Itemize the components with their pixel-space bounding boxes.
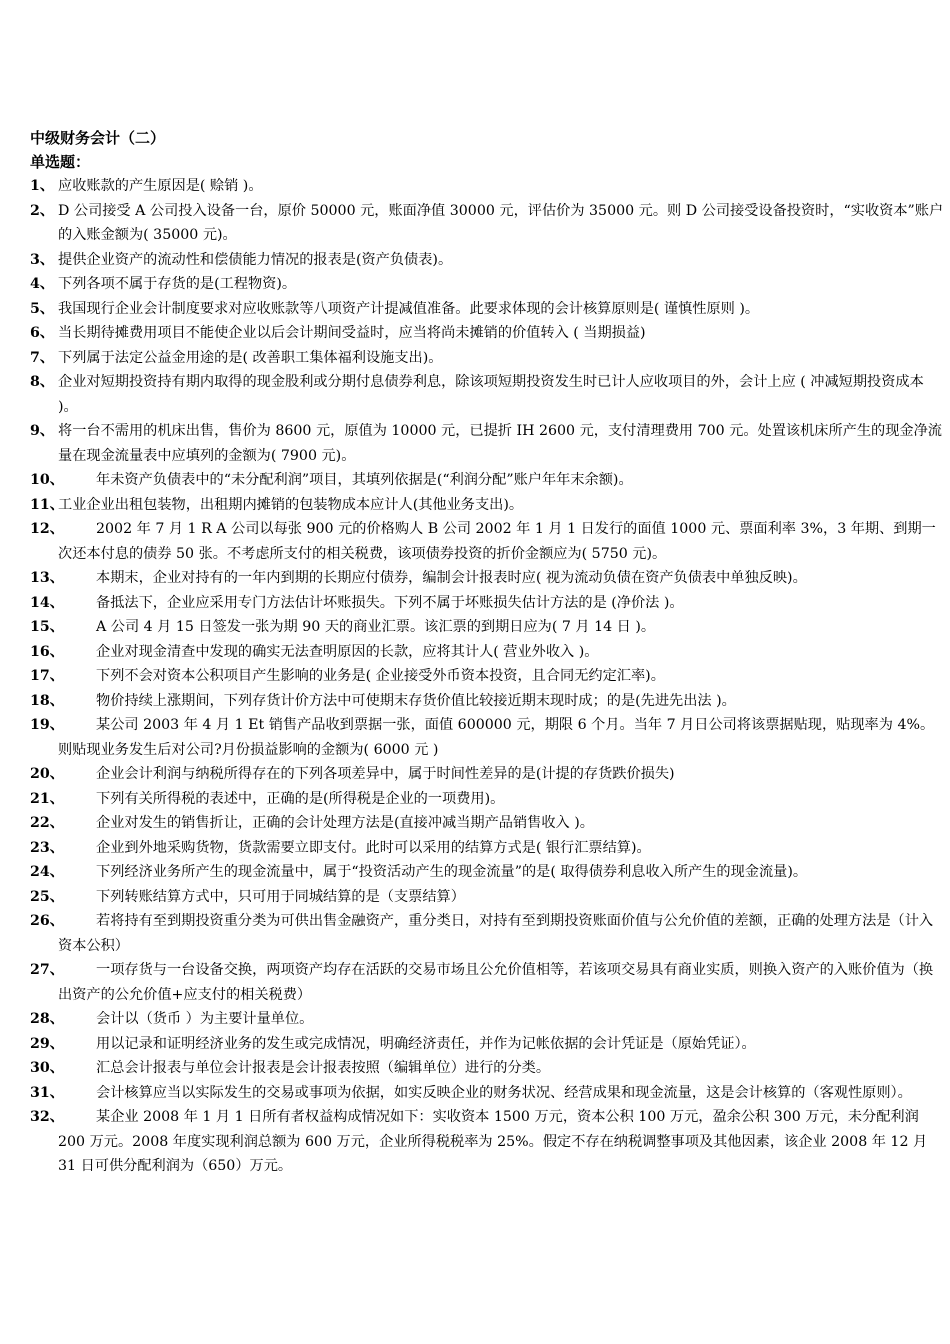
question-text: 企业到外地采购货物，货款需要立即支付。此时可以采用的结算方式是( 银行汇票结算)。 — [96, 839, 651, 856]
question-number: 26、 — [30, 913, 64, 929]
question-item — [30, 493, 946, 518]
question-text: 下列经济业务所产生的现金流量中，属于“投资活动产生的现金流量”的是( 取得债券利息收入所产生的现金流量)。 — [96, 864, 808, 880]
question-number: 2、 — [30, 202, 55, 219]
question-number: 18、 — [30, 692, 64, 709]
question-number: 13、 — [30, 570, 64, 586]
question-number: 15、 — [30, 619, 64, 635]
question-number: 1、 — [30, 178, 55, 194]
question-item — [30, 248, 946, 273]
question-text: 会计以（货币 ）为主要计量单位。 — [96, 1011, 314, 1027]
question-text: 企业对现金清查中发现的确实无法查明原因的长款，应将其计人( 营业外收入 )。 — [96, 643, 599, 660]
question-item — [30, 1081, 946, 1106]
question-item — [30, 199, 946, 248]
question-text: 工业企业出租包装物，出租期内摊销的包装物成本应计人(其他业务支出)。 — [58, 496, 524, 513]
question-text: 汇总会计报表与单位会计报表是会计报表按照（编辑单位）进行的分类。 — [96, 1060, 551, 1076]
question-text: 企业对短期投资持有期内取得的现金股利或分期付息债券利息，除该项短期投资发生时已计人应收项目的外，会计上应 ( 冲减短期投资成本 )。 — [58, 374, 924, 415]
question-number: 4、 — [30, 276, 55, 292]
question-item — [30, 272, 946, 297]
question-number: 23、 — [30, 839, 64, 856]
question-number: 8、 — [30, 374, 55, 390]
question-item — [30, 762, 946, 787]
question-number: 12、 — [30, 521, 64, 537]
question-text: 某企业 2008 年 1 月 1 日所有者权益构成情况如下：实收资本 1500 万元，资本公积 100 万元，盈余公积 300 万元，未分配利润 200 万元。2008 年度实现利润总额为 600 万元，企业所得税税率为 25%。假定不存在纳税调整事项及其他因素，该企业 2008 年 12 月 31 日可供分配利润为（650）万元。 — [58, 1109, 928, 1174]
question-item — [30, 909, 946, 958]
question-number: 16、 — [30, 643, 64, 660]
question-text: 年未资产负债表中的“未分配利润”项目，其填列依据是(“利润分配”账户年年末余额)。 — [96, 472, 633, 488]
question-item — [30, 566, 946, 591]
question-text: 应收账款的产生原因是( 赊销 )。 — [58, 178, 263, 194]
question-item — [30, 321, 946, 346]
question-text: 我国现行企业会计制度要求对应收账款等八项资产计提减值准备。此要求体现的会计核算原则是( 谨慎性原则 )。 — [58, 300, 760, 317]
question-item — [30, 860, 946, 885]
question-item — [30, 297, 946, 322]
question-text: 若将持有至到期投资重分类为可供出售金融资产，重分类日，对持有至到期投资账面价值与公允价值的差额，正确的处理方法是（计入资本公积） — [58, 913, 934, 954]
question-text: 某公司 2003 年 4 月 1 Et 销售产品收到票据一张，面值 600000 元，期限 6 个月。当年 7 月日公司将该票据贴现，贴现率为 4%。则贴现业务发生后对公司?月份损益影响的金额为( 6000 元 ) — [58, 717, 935, 758]
question-text: 将一台不需用的机床出售，售价为 8600 元，原值为 10000 元，已提折 IH 2600 元，支付清理费用 700 元。处置该机床所产生的现金净流量在现金流量表中应填列的金额为( 7900 元)。 — [58, 423, 942, 464]
question-number: 24、 — [30, 864, 64, 880]
question-item — [30, 468, 946, 493]
question-text: 企业对发生的销售折让，正确的会计处理方法是(直接冲减当期产品销售收入 )。 — [96, 815, 594, 831]
question-item — [30, 958, 946, 1007]
question-number: 17、 — [30, 668, 64, 684]
question-number: 25、 — [30, 888, 64, 905]
question-text: D 公司接受 A 公司投入设备一台，原价 50000 元，账面净值 30000 元，评估价为 35000 元。则 D 公司接受设备投资时，“实收资本”账户的入账金额为( 35000 元)。 — [58, 202, 944, 243]
question-number: 7、 — [30, 349, 55, 366]
question-number: 22、 — [30, 815, 64, 831]
question-number: 27、 — [30, 962, 64, 978]
question-text: 当长期待摊费用项目不能使企业以后会计期间受益时，应当将尚未摊销的价值转入 ( 当期损益) — [58, 325, 646, 341]
question-text: 一项存货与一台设备交换，两项资产均存在活跃的交易市场且公允价值相等，若该项交易具有商业实质，则换入资产的入账价值为（换出资产的公允价值+应支付的相关税费） — [58, 962, 934, 1003]
question-item — [30, 615, 946, 640]
question-item — [30, 1105, 946, 1179]
question-item — [30, 713, 946, 762]
question-number: 11、 — [30, 496, 64, 513]
question-number: 30、 — [30, 1060, 64, 1076]
question-item — [30, 664, 946, 689]
question-item — [30, 1007, 946, 1032]
question-text: 本期末，企业对持有的一年内到期的长期应付债券，编制会计报表时应( 视为流动负债在资产负债表中单独反映)。 — [96, 570, 807, 586]
question-text: 会计核算应当以实际发生的交易或事项为依据，如实反映企业的财务状况、经营成果和现金流量，这是会计核算的（客观性原则）。 — [96, 1084, 912, 1101]
question-text: 下列属于法定公益金用途的是( 改善职工集体福利设施支出)。 — [58, 349, 443, 366]
question-item — [30, 689, 946, 714]
question-text: 下列转账结算方式中，只可用于同城结算的是（支票结算） — [96, 888, 465, 905]
question-item — [30, 1032, 946, 1057]
question-number: 21、 — [30, 790, 64, 807]
question-number: 9、 — [30, 423, 55, 439]
question-text: 物价持续上涨期间，下列存货计价方法中可使期末存货价值比较接近期末现时成；的是(先进先出法 )。 — [96, 692, 736, 709]
question-item — [30, 591, 946, 616]
section-heading: 单选题： — [30, 153, 91, 171]
question-text: 2002 年 7 月 1 R A 公司以每张 900 元的价格购人 B 公司 2002 年 1 月 1 日发行的面值 1000 元、票面利率 3%，3 年期、到期一次还本付息的债券 50 张。不考虑所支付的相关税费，该项债券投资的折价金额应为( 5750 元)。 — [58, 521, 936, 562]
question-item — [30, 640, 946, 665]
question-item — [30, 836, 946, 861]
question-list — [30, 174, 946, 1179]
question-item — [30, 419, 946, 468]
question-text: 下列各项不属于存货的是(工程物资)。 — [58, 276, 297, 292]
question-item — [30, 885, 946, 910]
question-text: 下列不会对资本公积项目产生影响的业务是( 企业接受外币资本投资，且合同无约定汇率)。 — [96, 668, 665, 684]
question-text: 提供企业资产的流动性和偿债能力情况的报表是(资产负债表)。 — [58, 251, 453, 268]
question-number: 20、 — [30, 766, 64, 782]
question-item — [30, 346, 946, 371]
question-item — [30, 517, 946, 566]
question-item — [30, 787, 946, 812]
question-number: 19、 — [30, 717, 64, 733]
question-text: 企业会计利润与纳税所得存在的下列各项差异中，属于时间性差异的是(计提的存货跌价损失) — [96, 766, 675, 782]
question-number: 10、 — [30, 472, 64, 488]
question-text: A 公司 4 月 15 日签发一张为期 90 天的商业汇票。该汇票的到期日应为( 7 月 14 日 )。 — [96, 619, 656, 635]
question-number: 29、 — [30, 1035, 64, 1052]
question-number: 28、 — [30, 1011, 64, 1027]
question-text: 下列有关所得税的表述中，正确的是(所得税是企业的一项费用)。 — [96, 790, 505, 807]
question-text: 备抵法下，企业应采用专门方法估计坏账损失。下列不属于坏账损失估计方法的是 (净价法 )。 — [96, 594, 684, 611]
question-item — [30, 1056, 946, 1081]
question-number: 32、 — [30, 1109, 64, 1125]
question-item — [30, 370, 946, 419]
question-number: 31、 — [30, 1084, 64, 1101]
question-number: 6、 — [30, 325, 55, 341]
question-item — [30, 811, 946, 836]
document-title: 中级财务会计（二） — [30, 129, 166, 147]
question-text: 用以记录和证明经济业务的发生或完成情况，明确经济责任，并作为记帐依据的会计凭证是（原始凭证）。 — [96, 1035, 756, 1052]
question-number: 14、 — [30, 594, 64, 611]
question-item — [30, 174, 946, 199]
question-number: 3、 — [30, 251, 55, 268]
question-number: 5、 — [30, 300, 55, 317]
